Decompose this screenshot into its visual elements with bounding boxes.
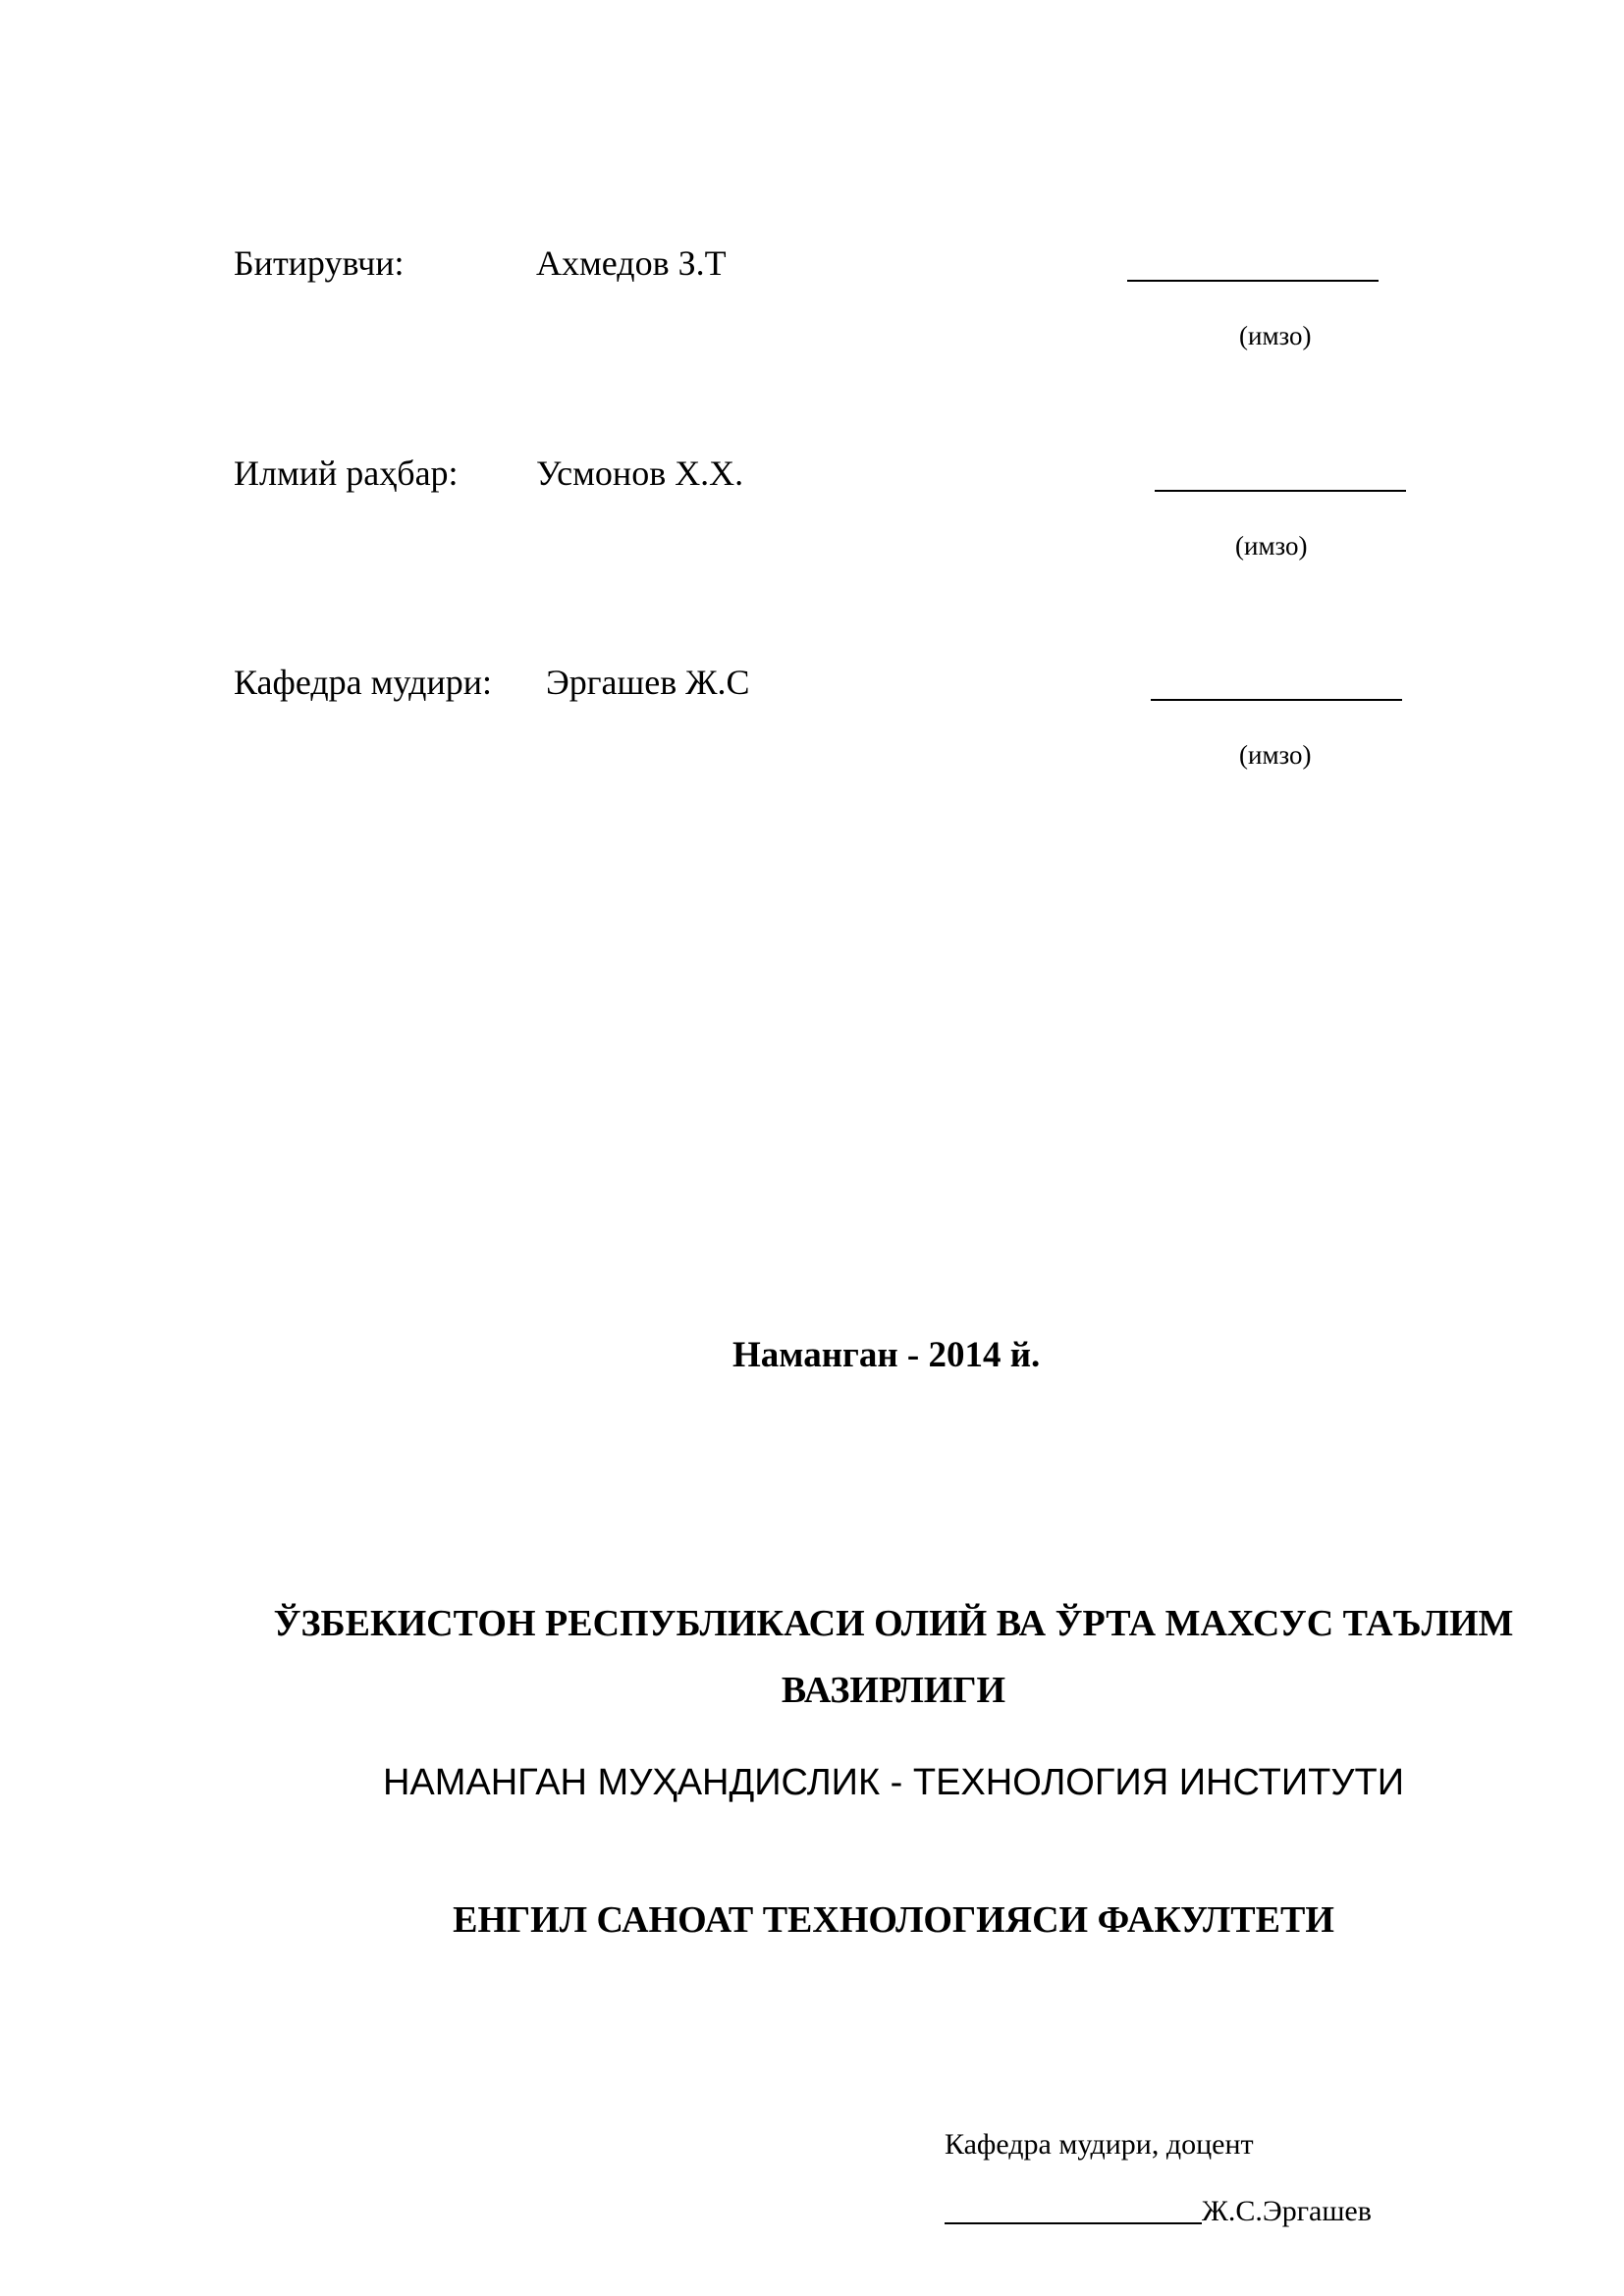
- head-of-department-signature-caption: (имзо): [1239, 740, 1312, 770]
- head-of-department-role-label: Кафедра мудири:: [234, 663, 493, 702]
- ministry-heading: ЎЗБЕКИСТОН РЕСПУБЛИКАСИ ОЛИЙ ВА ЎРТА МАХСУС ТАЪЛИМ ВАЗИРЛИГИ: [273, 1603, 1514, 1711]
- head-of-department-name: Эргашев Ж.С: [546, 663, 750, 702]
- supervisor-name: Усмонов Х.Х.: [536, 454, 744, 493]
- city-year: Наманган - 2014 й.: [732, 1335, 1041, 1375]
- approval-signature-line: [945, 2222, 1202, 2224]
- approval-name: Ж.С.Эргашев: [1202, 2195, 1372, 2227]
- supervisor-role-label: Илмий раҳбар:: [234, 454, 459, 493]
- institute-name: НАМАНГАН МУҲАНДИСЛИК - ТЕХНОЛОГИЯ ИНСТИТУТИ: [382, 1762, 1405, 1803]
- graduate-name: Ахмедов З.Т: [536, 243, 727, 283]
- approval-title: Кафедра мудири, доцент: [945, 2128, 1254, 2161]
- graduate-role-label: Битирувчи:: [234, 243, 405, 283]
- graduate-signature-caption: (имзо): [1239, 321, 1312, 350]
- supervisor-signature-caption: (имзо): [1235, 531, 1308, 561]
- supervisor-signature-line: [1155, 490, 1406, 492]
- head-of-department-signature-line: [1151, 699, 1402, 701]
- faculty-name: ЕНГИЛ САНОАТ ТЕХНОЛОГИЯСИ ФАКУЛТЕТИ: [453, 1899, 1334, 1941]
- graduate-signature-line: [1127, 280, 1379, 282]
